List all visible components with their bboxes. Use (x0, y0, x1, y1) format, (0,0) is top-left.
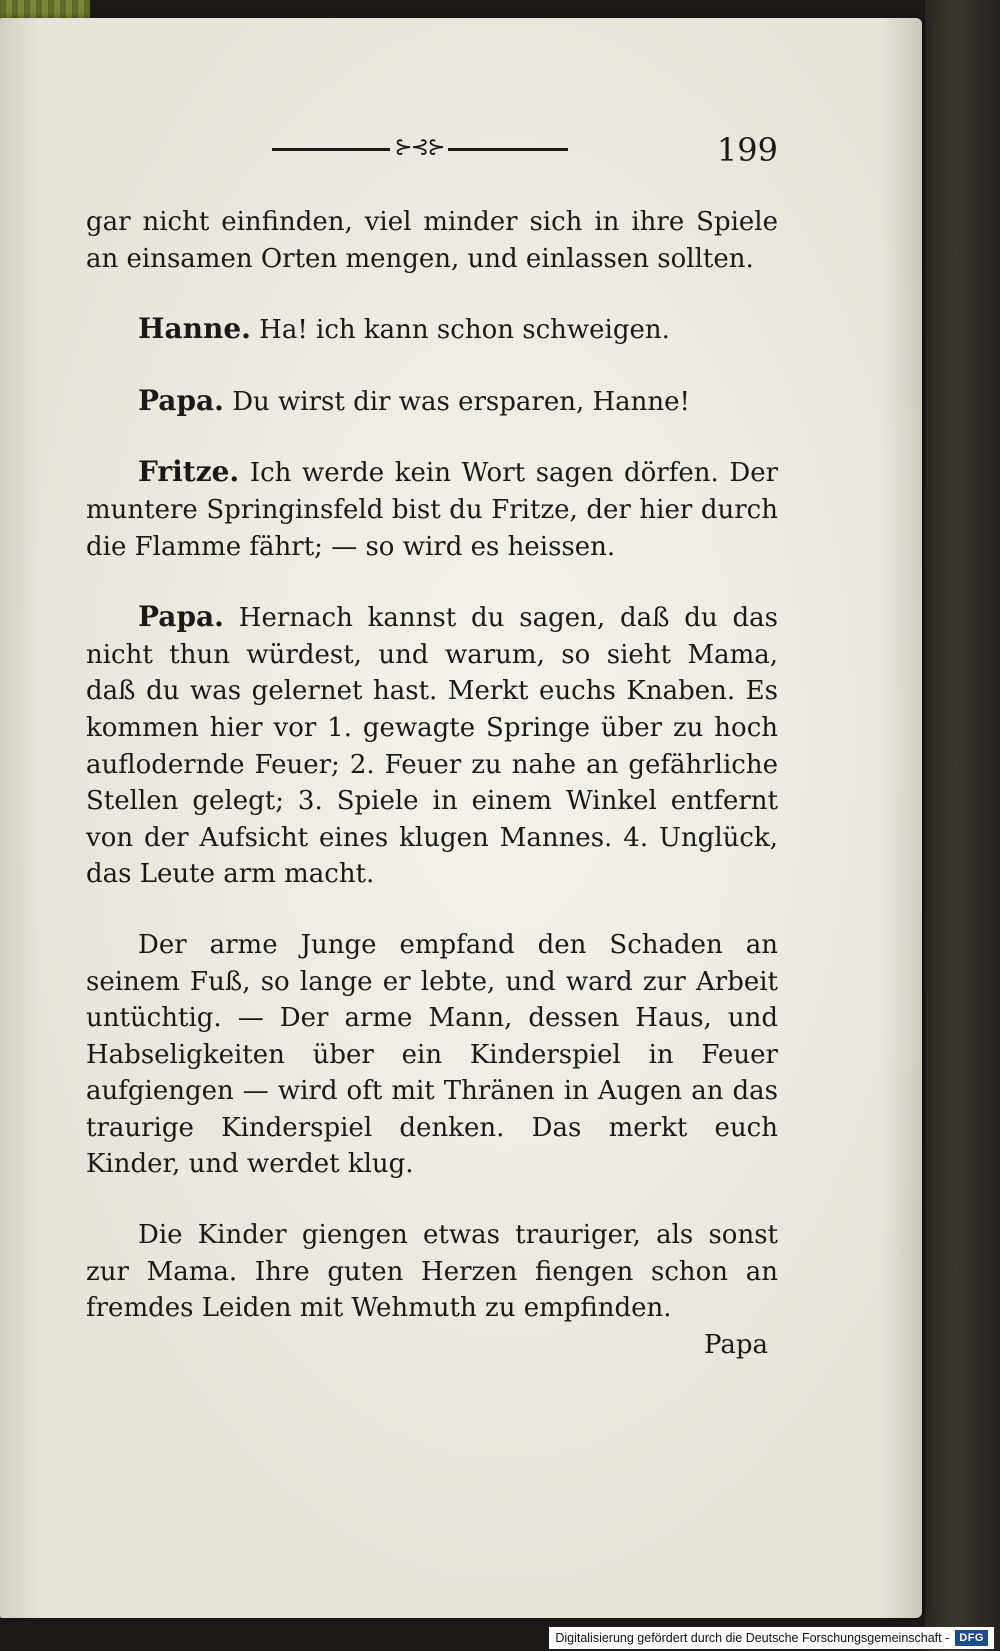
paragraph-text: gar nicht einfinden, viel minder sich in ihre Spiele an einsamen Orten mengen, und einlassen sollten. (86, 207, 778, 274)
credit-text: Digitalisierung gefördert durch die Deutsche Forschungsgemeinschaft - (555, 1631, 950, 1645)
speaker-label: Hanne. (138, 312, 251, 346)
paragraph-text: Du wirst dir was ersparen, Hanne! (232, 386, 691, 417)
digitization-credit (549, 1627, 994, 1649)
paragraph (86, 204, 778, 277)
book-edge (925, 0, 1000, 1651)
catchword: Papa (704, 1329, 768, 1360)
paragraph (86, 599, 778, 893)
paragraph (86, 927, 778, 1183)
paragraph-text: Der arme Junge empfand den Schaden an seinem Fuß, so lange er lebte, und ward zur Arbeit untüchtig. — Der arme Mann, dessen Haus, und Habseligkeiten über ein Kinderspiel in Feuer aufgiengen — wird oft mit Thränen in Augen an das traurige Kinderspiel denken. Das merkt euch Kinder, und werdet klug. (86, 929, 778, 1180)
paragraph (86, 311, 778, 349)
header-ornament (272, 135, 568, 160)
paragraph-text: Die Kinder giengen etwas trauriger, als sonst zur Mama. Ihre guten Herzen fiengen schon an fremdes Leiden mit Wehmuth zu empfinden. (86, 1220, 778, 1324)
paragraph (86, 383, 778, 421)
fleuron-icon: ⊱⊰⊱ (394, 135, 444, 160)
paragraph (86, 454, 778, 565)
body-text (86, 204, 778, 1363)
speaker-label: Fritze. (138, 455, 240, 489)
paper-page (0, 18, 922, 1618)
paragraph-text: Ich werde kein Wort sagen dörfen. Der muntere Springinsfeld bist du Fritze, der hier durch die Flamme fährt; — so wird es heissen. (86, 458, 779, 562)
paragraph-text: Hernach kannst du sagen, daß du das nicht thun würdest, und warum, so sieht Mama, daß du was gelernet hast. Merkt euchs Knaben. Es kommen hier vor 1. gewagte Springe über zu hoch auflodernde Feuer; 2. Feuer zu nahe an gefährliche Stellen gelegt; 3. Spiele in einem Winkel entfernt von der Aufsicht eines klugen Mannes. 4. Unglück, das Leute arm macht. (86, 603, 779, 890)
speaker-label: Papa. (138, 383, 224, 417)
running-header (86, 130, 778, 170)
paragraph-text: Ha! ich kann schon schweigen. (259, 315, 670, 346)
dfg-logo-icon: DFG (955, 1630, 988, 1646)
ornament-rule-right (448, 148, 568, 151)
ornament-rule-left (272, 148, 390, 151)
speaker-label: Papa. (138, 600, 224, 634)
paragraph (86, 1217, 778, 1327)
page-number: 199 (716, 131, 778, 169)
